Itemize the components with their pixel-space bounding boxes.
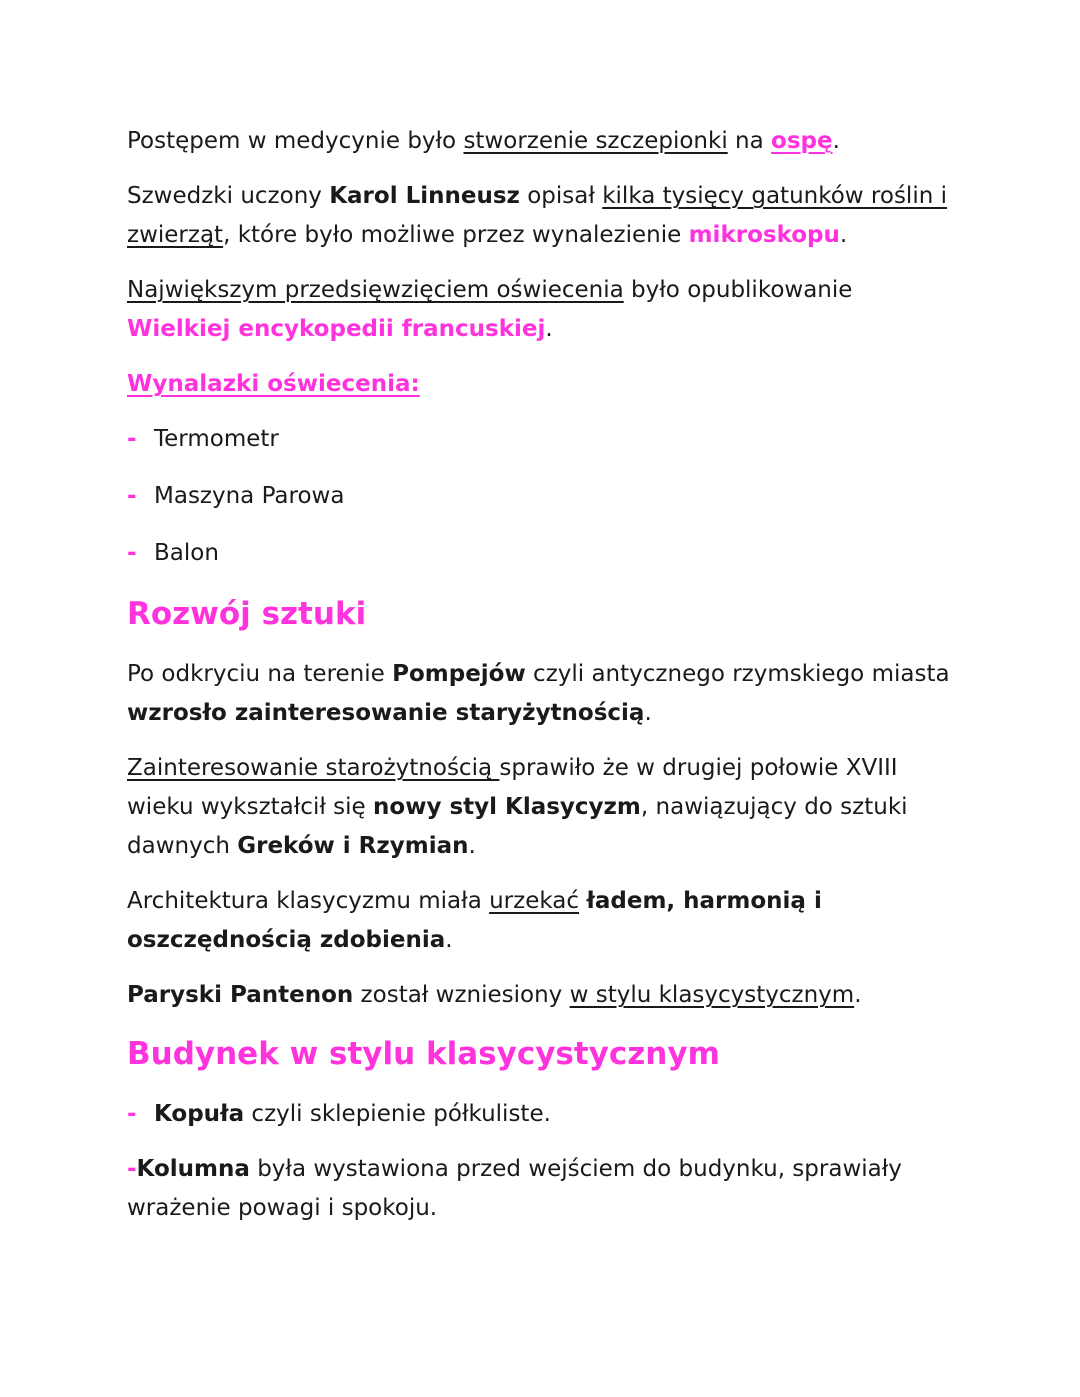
paragraph-encyclopedia bbox=[127, 271, 957, 349]
underlined-text: Największym przedsięwzięciem oświecenia bbox=[127, 277, 624, 303]
list-item bbox=[127, 420, 957, 459]
bold-text: ładem, harmonią i oszczędnością zdobienia bbox=[127, 888, 822, 953]
feature-dome bbox=[127, 1095, 957, 1134]
underlined-text: kilka tysięcy gatunków roślin i zwierząt bbox=[127, 183, 947, 248]
bold-text: Karol Linneusz bbox=[329, 183, 520, 209]
highlight-text: mikroskopu bbox=[688, 222, 840, 248]
text: został wzniesiony bbox=[353, 982, 570, 1008]
dash-bullet: - bbox=[127, 1101, 137, 1127]
text: Po odkryciu na terenie bbox=[127, 661, 393, 687]
highlight-text: Wielkiej encykopedii francuskiej bbox=[127, 316, 546, 342]
text: sprawiło że w drugiej połowie XVIII wieku wykształcił się bbox=[127, 755, 898, 820]
underlined-text: urzekać bbox=[489, 888, 580, 914]
text: Architektura klasycyzmu miała bbox=[127, 888, 490, 914]
bold-text: wzrosło zainteresowanie staryżytnością bbox=[127, 700, 645, 726]
list-item-text: Termometr bbox=[154, 426, 279, 452]
dash-bullet: - bbox=[127, 426, 137, 452]
bold-text: nowy styl Klasycyzm bbox=[373, 794, 641, 820]
paragraph-pantheon bbox=[127, 976, 957, 1015]
text: Postępem w medycynie było bbox=[127, 128, 464, 154]
dash-bullet: - bbox=[127, 1156, 137, 1182]
text: . bbox=[839, 222, 848, 248]
paragraph-pompeii bbox=[127, 655, 957, 733]
text: . bbox=[445, 927, 453, 953]
feature-column bbox=[127, 1150, 957, 1228]
paragraph-architecture bbox=[127, 882, 957, 960]
list-item-text: Maszyna Parowa bbox=[154, 483, 345, 509]
paragraph-vaccine bbox=[127, 122, 957, 161]
text: . bbox=[468, 833, 476, 859]
section-heading-art: Rozwój sztuki bbox=[127, 596, 367, 632]
list-item-text: Balon bbox=[154, 540, 219, 566]
bold-text: Greków i Rzymian bbox=[237, 833, 469, 859]
underlined-text: w stylu klasycystycznym bbox=[569, 982, 855, 1008]
text: , nawiązujący do sztuki dawnych bbox=[127, 794, 908, 859]
paragraph-classicism bbox=[127, 749, 957, 866]
text: na bbox=[727, 128, 772, 154]
list-item bbox=[127, 534, 957, 573]
bold-text: Paryski Pantenon bbox=[127, 982, 354, 1008]
text: była wystawiona przed wejściem do budynku, sprawiały wrażenie powagi i spokoju. bbox=[127, 1156, 902, 1221]
text: czyli sklepienie półkuliste. bbox=[244, 1101, 551, 1127]
text: było opublikowanie bbox=[623, 277, 853, 303]
dash-bullet: - bbox=[127, 540, 137, 566]
bold-text: Kolumna bbox=[136, 1156, 250, 1182]
section-heading-building: Budynek w stylu klasycystycznym bbox=[127, 1036, 720, 1072]
highlight-text: ospę bbox=[771, 128, 833, 154]
bold-text: Kopuła bbox=[154, 1101, 245, 1127]
text: Szwedzki uczony bbox=[127, 183, 330, 209]
inventions-heading-text: Wynalazki oświecenia: bbox=[127, 371, 420, 397]
bold-text: Pompejów bbox=[392, 661, 526, 687]
text: . bbox=[832, 128, 840, 154]
dash-bullet: - bbox=[127, 483, 137, 509]
paragraph-linneusz bbox=[127, 177, 957, 255]
underlined-text: Zainteresowanie starożytnością bbox=[127, 755, 500, 781]
text: opisał bbox=[519, 183, 603, 209]
text: . bbox=[854, 982, 862, 1008]
list-item bbox=[127, 477, 957, 516]
inventions-heading bbox=[127, 365, 957, 404]
text: czyli antycznego rzymskiego miasta bbox=[525, 661, 950, 687]
text: . bbox=[644, 700, 652, 726]
underlined-text: stworzenie szczepionki bbox=[463, 128, 728, 154]
text: , które było możliwe przez wynalezienie bbox=[223, 222, 689, 248]
text: . bbox=[545, 316, 553, 342]
document-page bbox=[127, 122, 957, 1244]
